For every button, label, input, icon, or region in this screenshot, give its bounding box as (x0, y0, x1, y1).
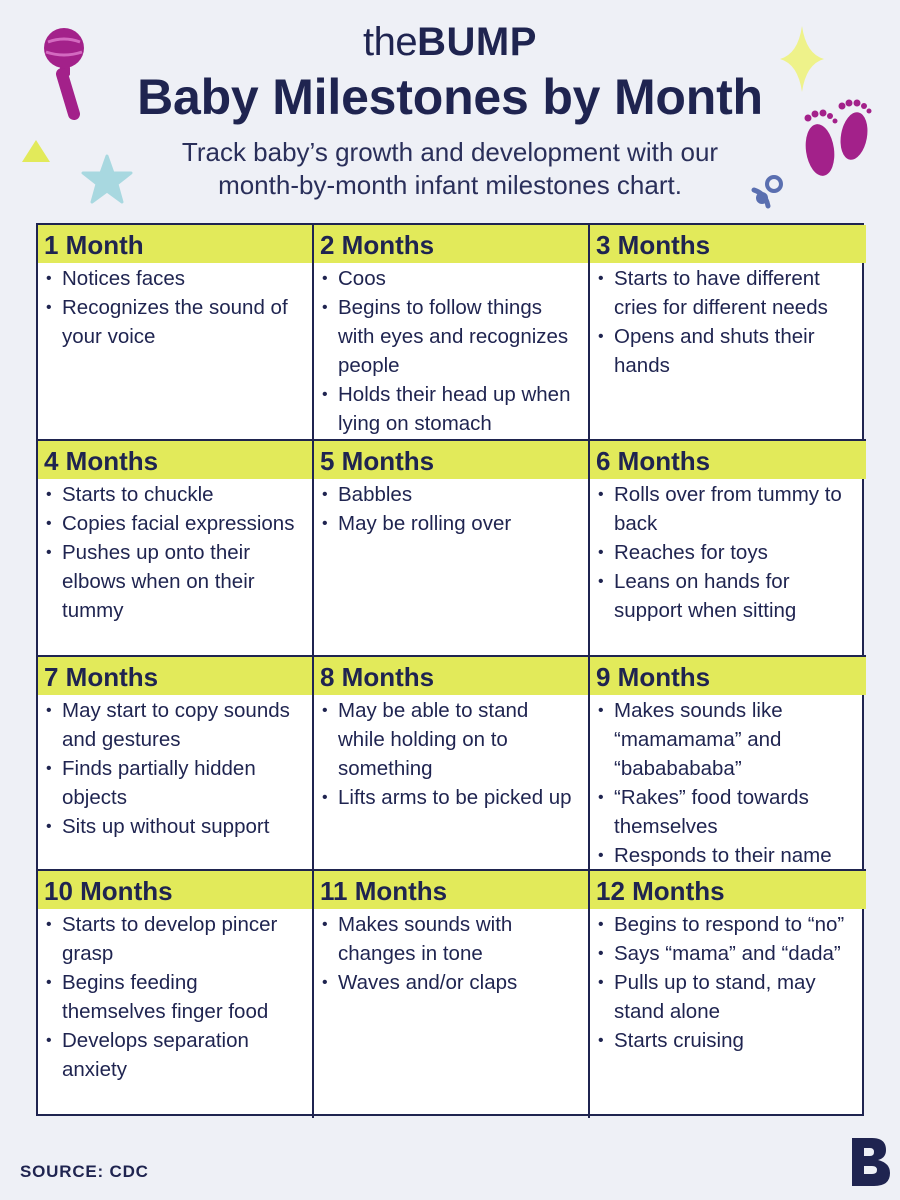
milestone-item: • Develops separation anxiety (44, 1026, 304, 1084)
baby-feet-icon (798, 98, 878, 182)
page-title: Baby Milestones by Month (137, 69, 763, 125)
milestone-item: • Begins feeding themselves finger food (44, 968, 304, 1026)
milestone-item: • Holds their head up when lying on stomach (320, 380, 580, 438)
milestone-item: • Opens and shuts their hands (596, 322, 858, 380)
milestone-list (590, 695, 866, 870)
milestone-list (38, 263, 312, 351)
pacifier-icon (748, 172, 788, 212)
milestone-list (590, 263, 866, 380)
month-card-5 (314, 441, 590, 657)
brand-prefix: the (363, 20, 418, 64)
month-heading: 12 Months (590, 871, 866, 909)
milestone-list (590, 909, 866, 1055)
brand-name: BUMP (417, 20, 537, 64)
milestone-item: • Copies facial expressions (44, 509, 304, 538)
month-heading: 10 Months (38, 871, 312, 909)
month-heading: 3 Months (590, 225, 866, 263)
month-heading: 7 Months (38, 657, 312, 695)
month-heading: 1 Month (38, 225, 312, 263)
milestone-item: • Waves and/or claps (320, 968, 580, 997)
month-heading: 2 Months (314, 225, 588, 263)
milestone-item: • Notices faces (44, 264, 304, 293)
month-card-3 (590, 225, 866, 441)
milestone-list (38, 909, 312, 1084)
milestone-item: • “Rakes” food towards themselves (596, 783, 858, 841)
milestone-item: • May start to copy sounds and gestures (44, 696, 304, 754)
milestone-item: • Reaches for toys (596, 538, 858, 567)
milestone-item: • Says “mama” and “dada” (596, 939, 858, 968)
milestone-item: • Lifts arms to be picked up (320, 783, 580, 812)
milestone-item: • Leans on hands for support when sitting (596, 567, 858, 625)
milestone-item: • Babbles (320, 480, 580, 509)
sparkle-star-icon (778, 24, 826, 94)
month-card-12 (590, 871, 866, 1118)
milestone-item: • Finds partially hidden objects (44, 754, 304, 812)
milestone-item: • Coos (320, 264, 580, 293)
milestone-list (38, 479, 312, 625)
month-card-11 (314, 871, 590, 1118)
milestone-list (314, 479, 588, 538)
milestone-item: • Makes sounds with changes in tone (320, 910, 580, 968)
milestone-item: • Pulls up to stand, may stand alone (596, 968, 858, 1026)
source-credit: SOURCE: CDC (20, 1162, 149, 1181)
milestones-grid (36, 223, 864, 1116)
milestone-list (314, 263, 588, 438)
month-heading: 5 Months (314, 441, 588, 479)
teal-star-icon (80, 154, 134, 206)
bump-logo-icon (850, 1136, 892, 1188)
month-card-4 (38, 441, 314, 657)
milestone-item: • Responds to their name (596, 841, 858, 870)
milestone-list (314, 909, 588, 997)
month-card-6 (590, 441, 866, 657)
month-card-9 (590, 657, 866, 871)
month-card-10 (38, 871, 314, 1118)
month-card-7 (38, 657, 314, 871)
milestone-item: • May be able to stand while holding on to something (320, 696, 580, 783)
month-heading: 8 Months (314, 657, 588, 695)
milestone-item: • Makes sounds like “mamamama” and “bababababa” (596, 696, 858, 783)
milestone-list (38, 695, 312, 841)
month-heading: 4 Months (38, 441, 312, 479)
milestone-item: • Recognizes the sound of your voice (44, 293, 304, 351)
brand-wordmark (0, 18, 900, 66)
month-heading: 9 Months (590, 657, 866, 695)
milestone-item: • Begins to follow things with eyes and recognizes people (320, 293, 580, 380)
milestone-item: • Sits up without support (44, 812, 304, 841)
month-card-8 (314, 657, 590, 871)
yellow-triangle-icon (20, 138, 52, 166)
page-subtitle: Track baby’s growth and development with our month-by-month infant milestones chart. (181, 137, 719, 200)
milestone-item: • Starts to chuckle (44, 480, 304, 509)
month-card-1 (38, 225, 314, 441)
month-card-2 (314, 225, 590, 441)
milestone-item: • Pushes up onto their elbows when on their tummy (44, 538, 304, 625)
month-heading: 11 Months (314, 871, 588, 909)
milestone-item: • Starts to develop pincer grasp (44, 910, 304, 968)
milestone-item: • Starts cruising (596, 1026, 858, 1055)
milestone-item: • Rolls over from tummy to back (596, 480, 858, 538)
milestone-item: • May be rolling over (320, 509, 580, 538)
milestone-list (590, 479, 866, 625)
month-heading: 6 Months (590, 441, 866, 479)
milestone-list (314, 695, 588, 812)
rattle-icon (38, 26, 98, 126)
milestone-item: • Starts to have different cries for different needs (596, 264, 858, 322)
milestone-item: • Begins to respond to “no” (596, 910, 858, 939)
